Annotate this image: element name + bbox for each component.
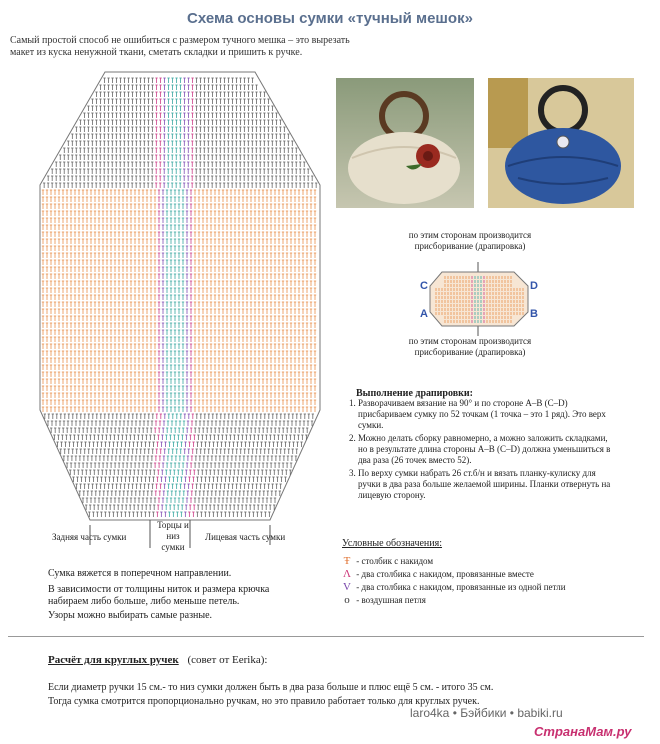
corner-d: D — [530, 280, 538, 292]
treble-crochet-icon: Ŧ — [343, 555, 351, 567]
label-back: Задняя часть сумки — [52, 532, 127, 542]
photo-blue-bag — [488, 78, 634, 208]
draping-steps — [340, 398, 618, 503]
draping-step: 2. Можно делать сборку равномерно, а можно заложить складками, но в результате длина стороны А–В (С–D) должна уменьшиться в два раза (26 точек вместо 52). — [358, 433, 618, 466]
page-title: Схема основы сумки «тучный мешок» — [187, 10, 473, 27]
handles-heading: Расчёт для круглых ручек — [48, 654, 179, 666]
corner-a: A — [420, 308, 428, 320]
legend-item: V - два столбика с накидом, провязанные из одной петли — [340, 582, 640, 593]
handles-line-1: Если диаметр ручки 15 см.- то низ сумки должен быть в два раза больше и плюс ещё 5 см. - итого 35 см. — [48, 682, 494, 693]
site-logo: СтранаМам.ру — [534, 724, 632, 739]
draping-step: 3. По верху сумки набрать 26 ст.б/н и вязать планку-кулиску для ручки в два раза больше желаемой ширины. Планки отвернуть на лицевую сторону. — [358, 468, 618, 501]
legend-item: o - воздушная петля — [340, 595, 640, 606]
crochet-chart — [30, 70, 330, 550]
legend-heading: Условные обозначения: — [342, 538, 443, 549]
corner-c: C — [420, 280, 428, 292]
intro-text: Самый простой способ не ошибиться с размером тучного мешка – это вырезать макет из куска ненужной ткани, сметать складки и пришить к ручке. — [10, 35, 350, 58]
draping-heading: Выполнение драпировки: — [356, 388, 473, 399]
mini-top-note: по этим сторонам производится присборивание (драпировка) — [408, 230, 532, 251]
legend-item: Ŧ - столбик с накидом — [340, 556, 640, 567]
chart-outline — [40, 72, 320, 520]
corner-b: B — [530, 308, 538, 320]
chain-stitch-icon: o — [344, 594, 350, 606]
handles-line-2: Тогда сумка смотрится пропорционально ручкам, но это правило работает только для круглых ручек. — [48, 696, 480, 707]
mini-diagram — [410, 262, 550, 336]
mini-bottom-note: по этим сторонам производится присборивание (драпировка) — [408, 336, 532, 357]
note-1: Сумка вяжется в поперечном направлении. — [48, 568, 232, 579]
decrease-icon: Λ — [343, 568, 351, 580]
note-2: В зависимости от толщины ниток и размера крючка набираем либо больше, либо меньше петель. — [48, 584, 270, 607]
draping-step: 1. Разворачиваем вязание на 90° и по стороне А–В (С–D) присбариваем сумку по 52 точкам (1 точка – это 1 ряд). Это верх сумки. — [358, 398, 618, 431]
legend — [340, 556, 640, 606]
divider — [8, 636, 644, 637]
photo-cream-bag — [336, 78, 474, 208]
stitch-field-center — [154, 78, 196, 517]
label-middle: Торцы и низ сумки — [157, 520, 189, 552]
handles-heading-row — [48, 654, 267, 666]
increase-icon: V — [343, 581, 351, 593]
note-3: Узоры можно выбирать самые разные. — [48, 610, 213, 621]
watermark: laro4ka • Бэйбики • babiki.ru — [410, 706, 563, 720]
label-front: Лицевая часть сумки — [205, 532, 286, 542]
handles-advice: (совет от Eerika): — [187, 654, 268, 666]
legend-item: Λ - два столбика с накидом, провязанные вместе — [340, 569, 640, 580]
